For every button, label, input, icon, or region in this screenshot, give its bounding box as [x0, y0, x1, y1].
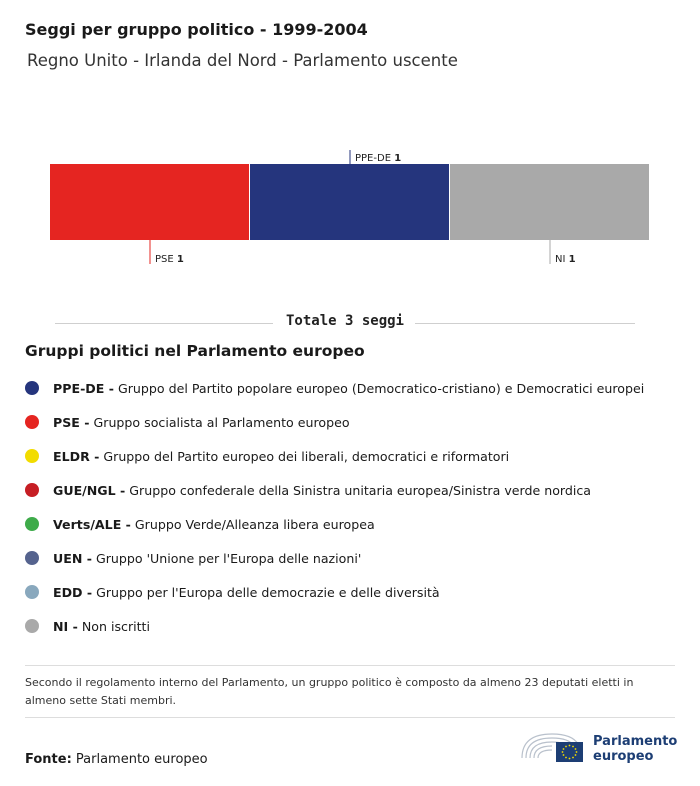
seats-bar-chart: [0, 140, 700, 280]
bar-segment: [450, 164, 649, 240]
legend-text: Gruppo confederale della Sinistra unitaria europea/Sinistra verde nordica: [129, 482, 592, 498]
legend-text: Gruppo del Partito europeo dei liberali, democratici e riformatori: [103, 448, 510, 464]
legend-text: Gruppo per l'Europa delle democrazie e delle diversità: [96, 584, 440, 600]
legend-color-dot: [25, 381, 39, 395]
chart-title: Seggi per gruppo politico - 1999-2004: [25, 20, 368, 39]
legend-code: EDD -: [53, 584, 93, 600]
legend-code: PSE -: [53, 414, 90, 430]
legend-item: [25, 541, 644, 575]
legend-text: Gruppo socialista al Parlamento europeo: [93, 414, 350, 430]
legend-item: [25, 609, 644, 643]
legend-code: UEN -: [53, 550, 92, 566]
chart-subtitle: Regno Unito - Irlanda del Nord - Parlamento uscente: [27, 51, 458, 70]
legend: [25, 371, 644, 643]
footnote: Secondo il regolamento interno del Parlamento, un gruppo politico è composto da almeno 23 deputati eletti in almeno sette Stati membri.: [25, 676, 634, 707]
legend-text: Gruppo 'Unione per l'Europa delle nazioni': [95, 550, 362, 566]
source-label: Fonte:: [25, 752, 72, 767]
legend-item: [25, 507, 644, 541]
legend-code: Verts/ALE -: [53, 516, 131, 532]
source-value: Parlamento europeo: [71, 752, 208, 767]
legend-color-dot: [25, 551, 39, 565]
bar-category-label: PSE: [155, 254, 174, 265]
logo-line-1: Parlamento: [593, 734, 678, 749]
bar-value-label: 1: [394, 153, 402, 164]
legend-item: [25, 405, 644, 439]
source: [25, 752, 208, 767]
legend-item: [25, 473, 644, 507]
legend-title: Gruppi politici nel Parlamento europeo: [25, 342, 365, 360]
legend-code: ELDR -: [53, 448, 100, 464]
legend-color-dot: [25, 449, 39, 463]
logo-text: [593, 734, 677, 764]
bar-data-label: [355, 153, 401, 164]
total-seats-label: Totale 3 seggi: [285, 313, 404, 329]
parliament-logo[interactable]: [518, 728, 688, 768]
divider: [25, 665, 675, 666]
legend-text: Non iscritti: [81, 618, 150, 634]
legend-text: Gruppo del Partito popolare europeo (Democratico-cristiano) e Democratici europei: [117, 380, 645, 396]
hemicycle-flag-icon: [518, 728, 588, 768]
legend-color-dot: [25, 619, 39, 633]
legend-color-dot: [25, 517, 39, 531]
bar-category-label: NI: [555, 254, 566, 265]
logo-line-2: europeo: [593, 749, 654, 764]
legend-color-dot: [25, 585, 39, 599]
bar-value-label: 1: [568, 254, 576, 265]
legend-item: [25, 575, 644, 609]
bar-data-label: [555, 254, 576, 265]
legend-item: [25, 439, 644, 473]
legend-item: [25, 371, 644, 405]
legend-color-dot: [25, 415, 39, 429]
legend-code: PPE-DE -: [53, 380, 114, 396]
bar-value-label: 1: [176, 254, 184, 265]
bar-category-label: PPE-DE: [355, 153, 392, 164]
bar-segment: [250, 164, 449, 240]
legend-text: Gruppo Verde/Alleanza libera europea: [134, 516, 375, 532]
bar-segment: [50, 164, 249, 240]
legend-code: NI -: [53, 618, 78, 634]
legend-color-dot: [25, 483, 39, 497]
total-seats: [55, 312, 635, 334]
bar-data-label: [155, 254, 184, 265]
divider: [25, 717, 675, 718]
legend-code: GUE/NGL -: [53, 482, 126, 498]
